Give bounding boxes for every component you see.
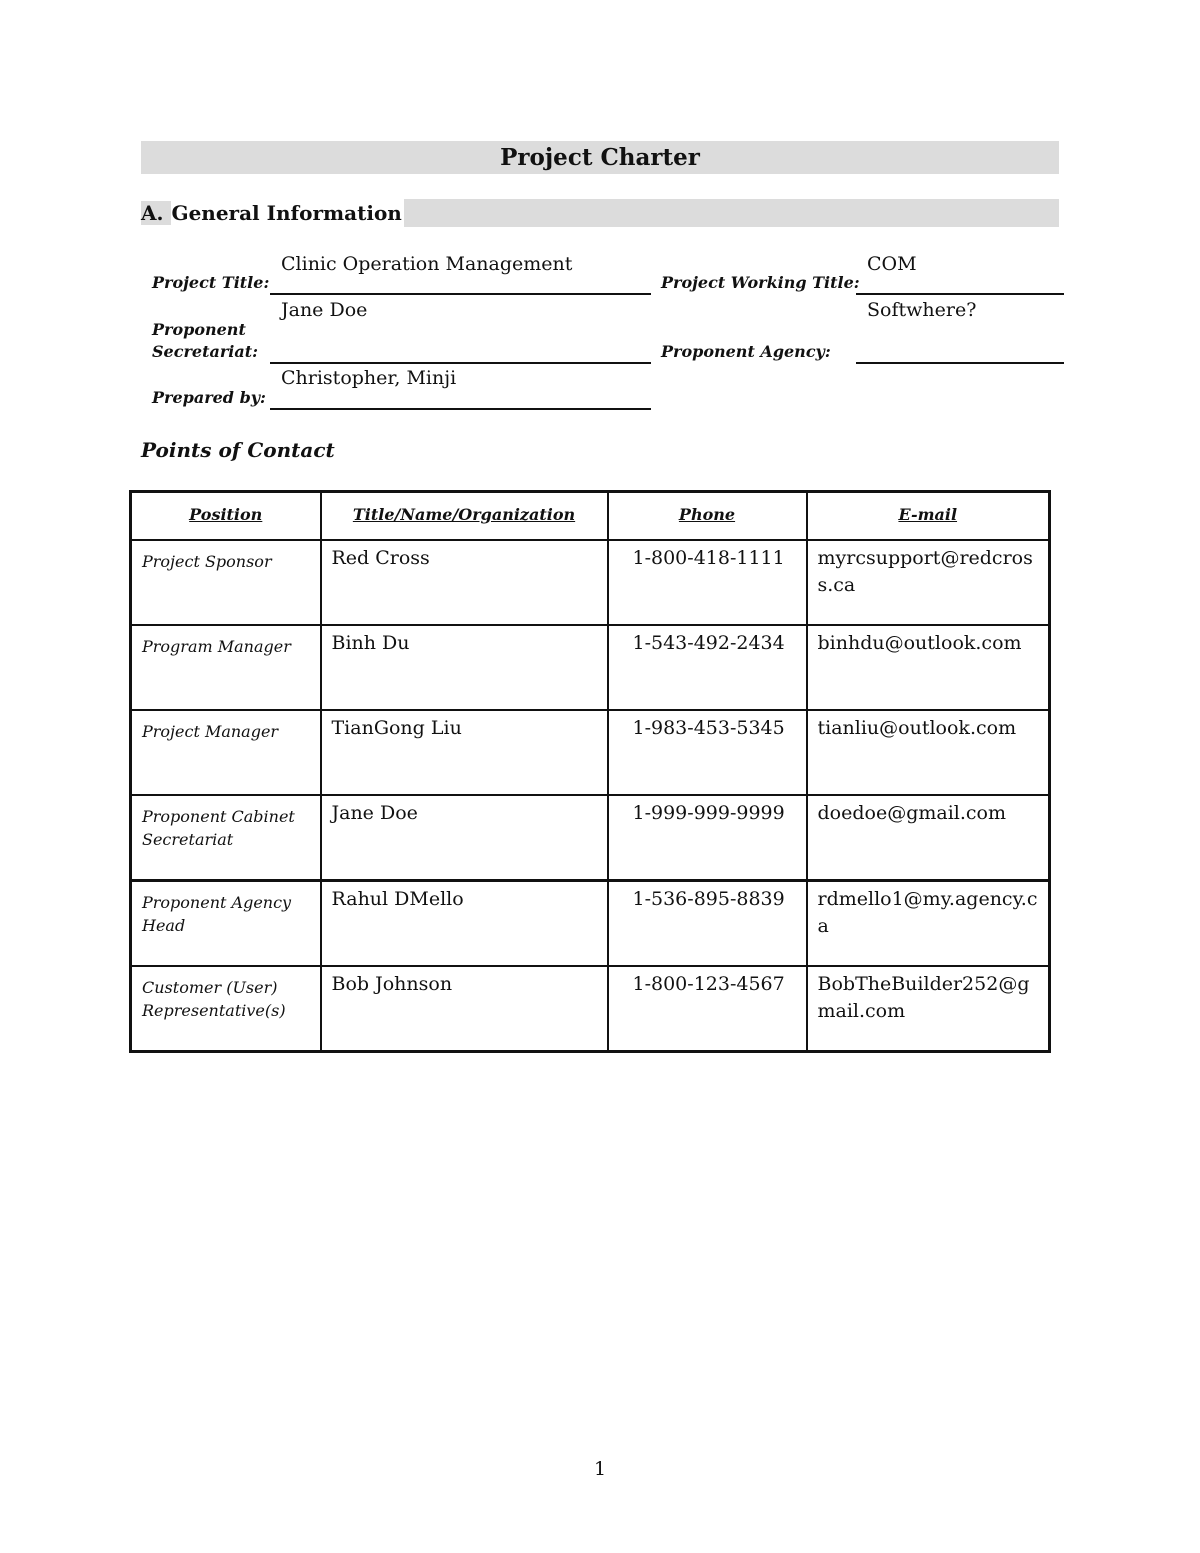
- project-title-underline: [270, 293, 651, 295]
- table-row: [131, 625, 1050, 710]
- cell-phone: 1-800-418-1111: [608, 540, 807, 625]
- proponent-secretariat-label-line1: Proponent: [152, 320, 246, 339]
- proponent-agency-label: Proponent Agency:: [661, 342, 831, 361]
- proponent-agency-value[interactable]: Softwhere?: [867, 299, 977, 321]
- cell-position: Project Sponsor: [131, 540, 321, 625]
- points-of-contact-table: [129, 490, 1051, 1053]
- points-of-contact-heading: Points of Contact: [141, 438, 335, 462]
- cell-position: Program Manager: [131, 625, 321, 710]
- cell-position: Proponent Agency Head: [131, 881, 321, 967]
- cell-name: Bob Johnson: [321, 966, 608, 1052]
- project-title-value[interactable]: Clinic Operation Management: [281, 253, 573, 275]
- working-title-underline: [856, 293, 1064, 295]
- cell-phone: 1-800-123-4567: [608, 966, 807, 1052]
- cell-name: Jane Doe: [321, 795, 608, 881]
- section-a-title: General Information: [171, 201, 402, 225]
- table-row: [131, 966, 1050, 1052]
- cell-email: tianliu@outlook.com: [807, 710, 1050, 795]
- section-a-heading: [141, 199, 404, 227]
- column-header-email: E-mail: [807, 492, 1050, 541]
- cell-email: BobTheBuilder252@gmail.com: [807, 966, 1050, 1052]
- proponent-agency-underline: [856, 362, 1064, 364]
- document-title: Project Charter: [141, 141, 1059, 174]
- table-header-row: [131, 492, 1050, 541]
- prepared-by-label: Prepared by:: [152, 388, 266, 407]
- cell-position: Project Manager: [131, 710, 321, 795]
- cell-email: myrcsupport@redcross.ca: [807, 540, 1050, 625]
- cell-phone: 1-536-895-8839: [608, 881, 807, 967]
- cell-email: binhdu@outlook.com: [807, 625, 1050, 710]
- project-title-label: Project Title:: [152, 273, 270, 292]
- column-header-position: Position: [131, 492, 321, 541]
- proponent-secretariat-underline: [270, 362, 651, 364]
- section-a-bar: [141, 199, 1059, 227]
- table-row: [131, 710, 1050, 795]
- table-row: [131, 881, 1050, 967]
- prepared-by-value[interactable]: Christopher, Minji: [281, 367, 457, 389]
- cell-email: rdmello1@my.agency.ca: [807, 881, 1050, 967]
- page-number: 1: [593, 1458, 607, 1480]
- section-a-letter: A.: [141, 201, 171, 225]
- column-header-phone: Phone: [608, 492, 807, 541]
- cell-name: TianGong Liu: [321, 710, 608, 795]
- cell-name: Red Cross: [321, 540, 608, 625]
- cell-phone: 1-983-453-5345: [608, 710, 807, 795]
- table-row: [131, 540, 1050, 625]
- cell-name: Binh Du: [321, 625, 608, 710]
- cell-position: Proponent Cabinet Secretariat: [131, 795, 321, 881]
- cell-email: doedoe@gmail.com: [807, 795, 1050, 881]
- cell-phone: 1-999-999-9999: [608, 795, 807, 881]
- proponent-secretariat-value[interactable]: Jane Doe: [281, 299, 368, 321]
- prepared-by-underline: [270, 408, 651, 410]
- working-title-value[interactable]: COM: [867, 253, 917, 275]
- cell-phone: 1-543-492-2434: [608, 625, 807, 710]
- cell-position: Customer (User) Representative(s): [131, 966, 321, 1052]
- column-header-name: Title/Name/Organization: [321, 492, 608, 541]
- working-title-label: Project Working Title:: [661, 273, 860, 292]
- cell-name: Rahul DMello: [321, 881, 608, 967]
- proponent-secretariat-label-line2: Secretariat:: [152, 342, 259, 361]
- table-row: [131, 795, 1050, 881]
